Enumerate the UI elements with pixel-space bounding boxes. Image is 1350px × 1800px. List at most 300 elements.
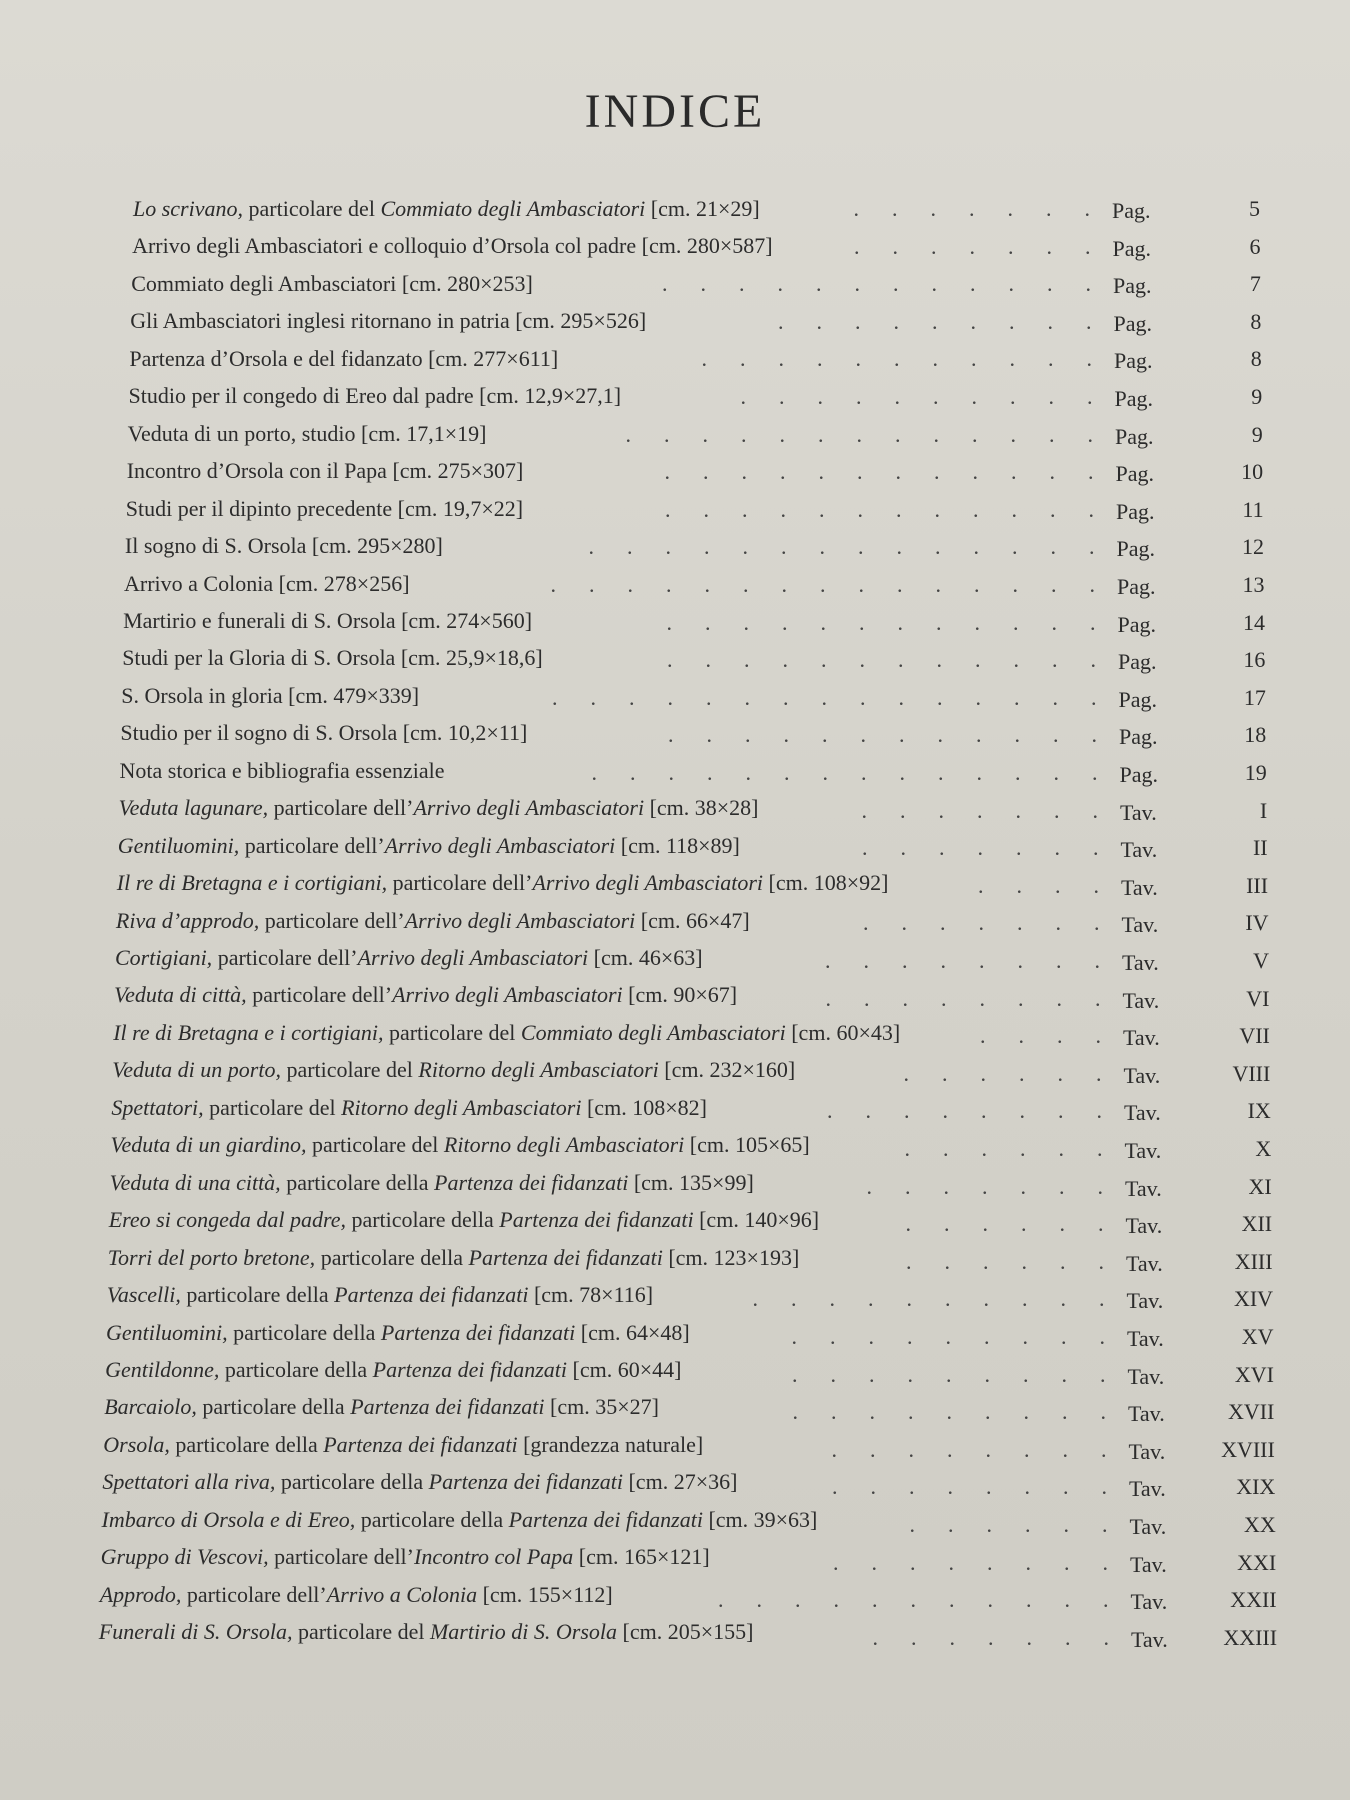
entry-kind: Tav. xyxy=(1126,1288,1164,1314)
entry-title-text: particolare dell’ xyxy=(212,945,358,970)
entry-number: VI xyxy=(1246,985,1270,1011)
entry-title-italic: Partenza dei fidanzati xyxy=(380,1319,576,1345)
leader-dots: . . . . . . . xyxy=(862,835,1099,861)
index-entry xyxy=(0,982,1350,1018)
entry-title-italic: Approdo, xyxy=(99,1581,182,1607)
entry-number: XXIII xyxy=(1223,1624,1278,1650)
entry-title xyxy=(99,1619,754,1645)
index-entry xyxy=(0,346,1350,378)
entry-title-text: particolare del xyxy=(203,1094,342,1120)
entry-title-italic: Commiato degli Ambasciatori xyxy=(380,196,646,221)
leader-dots: . . . . . . . xyxy=(863,910,1100,936)
entry-title-text: Studio per il sogno di S. Orsola [cm. 10,2×11] xyxy=(120,720,528,746)
entry-title-text: [cm. 155×112] xyxy=(477,1581,613,1607)
entry-kind: Tav. xyxy=(1123,1025,1160,1051)
leader-dots: . . . . . . . . . xyxy=(792,1361,1106,1387)
entry-number: 18 xyxy=(1244,722,1267,748)
leader-dots: . . . . . . . . xyxy=(833,1549,1108,1575)
entry-title-text: Partenza d’Orsola e del fidanzato [cm. 277×611] xyxy=(129,345,559,371)
entry-title-text: particolare dell’ xyxy=(268,795,414,821)
entry-kind: Pag. xyxy=(1116,536,1155,562)
entry-kind: Tav. xyxy=(1124,1138,1162,1163)
entry-title xyxy=(107,1282,653,1308)
entry-title xyxy=(133,196,760,222)
index-entry xyxy=(0,1169,1350,1206)
entry-number: VIII xyxy=(1232,1060,1271,1086)
index-entry xyxy=(0,1319,1350,1356)
entry-title-text: [cm. 39×63] xyxy=(702,1506,818,1532)
entry-kind: Tav. xyxy=(1123,1062,1161,1088)
leader-dots: . . . . . . . . . . . . . . . xyxy=(552,684,1097,710)
entry-kind: Tav. xyxy=(1130,1551,1167,1577)
entry-title-italic: Incontro col Papa xyxy=(414,1544,574,1570)
index-entry xyxy=(0,1544,1350,1582)
entry-title-text: Studio per il congedo di Ereo dal padre [cm. 12,9×27,1] xyxy=(128,383,622,409)
entry-number: IX xyxy=(1247,1098,1271,1124)
entry-title xyxy=(103,1432,703,1458)
entry-title-italic: Barcaiolo, xyxy=(104,1394,197,1420)
entry-title-italic: Imbarco di Orsola e di Ereo, xyxy=(101,1506,356,1532)
entry-title-italic: Arrivo degli Ambasciatori xyxy=(404,907,636,933)
index-entry xyxy=(0,1244,1350,1281)
entry-title xyxy=(105,1357,681,1383)
leader-dots: . . . . . . . . . . . . xyxy=(662,271,1091,297)
entry-title xyxy=(120,758,445,784)
entry-number: 12 xyxy=(1242,534,1265,560)
entry-number: XX xyxy=(1243,1512,1276,1537)
leader-dots: . . . . . . xyxy=(904,1136,1103,1161)
leader-dots: . . . . . . . . . . . . . . xyxy=(588,534,1095,560)
entry-title-text: particolare dell’ xyxy=(181,1581,327,1607)
leader-dots: . . . . . . xyxy=(909,1512,1108,1537)
entry-number: XV xyxy=(1241,1324,1274,1349)
entry-number: VII xyxy=(1239,1023,1270,1049)
entry-title-text: Nota storica e bibliografia essenziale xyxy=(119,757,445,783)
index-entry xyxy=(0,1207,1350,1243)
entry-kind: Pag. xyxy=(1115,423,1154,449)
entry-kind: Tav. xyxy=(1126,1250,1163,1276)
leader-dots: . . . . . . . . . xyxy=(792,1399,1106,1425)
entry-number: 11 xyxy=(1242,496,1264,522)
entry-title-italic: Veduta di un giardino, xyxy=(110,1132,307,1158)
entry-title xyxy=(110,1170,754,1196)
index-entry xyxy=(0,1019,1350,1055)
entry-title-text: particolare del xyxy=(243,196,381,221)
entry-title-italic: Torri del porto bretone, xyxy=(107,1244,316,1270)
entry-title-text: particolare della xyxy=(355,1506,509,1532)
leader-dots: . . . . . . . . . . . . . xyxy=(625,421,1093,447)
entry-kind: Tav. xyxy=(1127,1363,1165,1389)
entry-title-italic: Veduta di una città, xyxy=(109,1169,281,1195)
entry-number: XVIII xyxy=(1221,1436,1275,1462)
entry-title xyxy=(130,308,646,334)
entry-title-text: particolare della xyxy=(315,1244,469,1270)
entry-title-text: S. Orsola in gloria [cm. 479×339] xyxy=(121,682,420,708)
leader-dots: . . . . xyxy=(980,1023,1101,1049)
index-entry xyxy=(0,1619,1350,1657)
leader-dots: . . . . . . . . . . . . . . . xyxy=(550,572,1095,597)
entry-number: V xyxy=(1253,948,1269,973)
leader-dots: . . . . . . . . xyxy=(827,1098,1102,1124)
entry-kind: Pag. xyxy=(1116,498,1155,524)
entry-title-italic: Partenza dei fidanzati xyxy=(372,1356,567,1382)
entry-title-text: [cm. 21×29] xyxy=(645,196,760,221)
index-entry xyxy=(0,682,1350,717)
index-entry xyxy=(0,1057,1350,1093)
entry-title-text: [cm. 60×43] xyxy=(785,1019,901,1045)
entry-kind: Pag. xyxy=(1113,310,1152,336)
entry-title xyxy=(116,908,750,934)
entry-title-italic: Ritorno degli Ambasciatori xyxy=(418,1057,659,1083)
entry-kind: Tav. xyxy=(1122,987,1160,1013)
entry-title xyxy=(117,870,889,896)
entry-number: III xyxy=(1246,872,1269,898)
entry-title-italic: Arrivo degli Ambasciatori xyxy=(532,870,764,896)
entry-kind: Tav. xyxy=(1120,837,1158,863)
entry-title-text: Arrivo a Colonia [cm. 278×256] xyxy=(124,570,410,596)
entry-title xyxy=(129,383,622,409)
entry-title-italic: Veduta di città, xyxy=(114,982,247,1008)
entry-title xyxy=(115,945,703,971)
entry-title-text: [cm. 140×96] xyxy=(693,1207,820,1233)
index-entry xyxy=(0,1469,1350,1506)
leader-dots: . . . . . . xyxy=(903,1060,1102,1086)
entry-title-text: Il sogno di S. Orsola [cm. 295×280] xyxy=(124,533,443,559)
index-entry xyxy=(0,832,1350,867)
entry-title-text: particolare dell’ xyxy=(239,832,385,858)
entry-title xyxy=(129,346,558,372)
entry-title-italic: Arrivo degli Ambasciatori xyxy=(413,795,645,821)
entry-number: 19 xyxy=(1244,760,1267,785)
entry-number: 5 xyxy=(1249,196,1260,221)
index-entry xyxy=(0,1282,1350,1318)
index-entry xyxy=(0,757,1350,792)
entry-title-text: particolare della xyxy=(219,1356,373,1382)
entry-number: XXI xyxy=(1237,1549,1277,1575)
index-entry xyxy=(0,196,1350,228)
entry-title-text: particolare della xyxy=(180,1282,335,1308)
entry-title-text: [cm. 205×155] xyxy=(617,1619,754,1645)
entry-title xyxy=(126,496,523,522)
entry-number: 10 xyxy=(1241,459,1264,485)
entry-kind: Pag. xyxy=(1113,273,1152,299)
index-entry xyxy=(0,722,1350,754)
entry-kind: Tav. xyxy=(1125,1175,1162,1201)
entry-title-italic: Partenza dei fidanzati xyxy=(334,1282,529,1308)
entry-title-italic: Partenza dei fidanzati xyxy=(468,1244,663,1270)
entry-kind: Pag. xyxy=(1118,649,1157,675)
entry-title-italic: Martirio di S. Orsola xyxy=(429,1619,617,1645)
entry-title-text: [cm. 90×67] xyxy=(622,982,738,1008)
entry-number: 17 xyxy=(1243,684,1266,710)
entry-title-italic: Ritorno degli Ambasciatori xyxy=(443,1132,685,1158)
entry-title-text: [cm. 78×116] xyxy=(528,1282,654,1308)
entry-title-text: [cm. 118×89] xyxy=(615,832,740,858)
index-entry xyxy=(0,534,1350,566)
entry-title-italic: Partenza dei fidanzati xyxy=(434,1169,629,1195)
entry-title xyxy=(128,421,487,447)
index-entry xyxy=(0,384,1350,416)
entry-kind: Pag. xyxy=(1117,611,1156,637)
entry-number: 7 xyxy=(1249,271,1261,297)
entry-kind: Tav. xyxy=(1122,950,1159,975)
entry-title-text: [cm. 46×63] xyxy=(588,945,703,970)
leader-dots: . . . . . . . . . . . . xyxy=(665,496,1094,522)
leader-dots: . . . . . . . . . . . . xyxy=(666,609,1096,635)
entry-kind: Tav. xyxy=(1121,912,1159,938)
index-entry xyxy=(0,795,1350,830)
index-entry xyxy=(0,1394,1350,1431)
entry-kind: Tav. xyxy=(1121,874,1158,900)
entry-number: 16 xyxy=(1243,647,1266,673)
entry-kind: Pag. xyxy=(1115,461,1154,487)
entry-title-italic: Partenza dei fidanzati xyxy=(508,1506,703,1532)
leader-dots: . . . . . . xyxy=(905,1211,1104,1237)
entry-title xyxy=(118,833,740,859)
entry-title-italic: Il re di Bretagna e i cortigiani, xyxy=(113,1019,384,1045)
entry-title-italic: Gentiluomini, xyxy=(106,1319,228,1345)
entry-title-text: [cm. 66×47] xyxy=(635,907,750,933)
entry-title-italic: Il re di Bretagna e i cortigiani, xyxy=(116,870,388,896)
index-entry xyxy=(0,271,1350,303)
entry-title-text: particolare dell’ xyxy=(387,870,533,896)
entry-title-italic: Cortigiani, xyxy=(115,945,213,970)
entry-kind: Tav. xyxy=(1130,1589,1168,1615)
entry-title-text: [grandezza naturale] xyxy=(517,1431,704,1457)
leader-dots: . . . . . . xyxy=(906,1248,1104,1274)
entry-title-text: Martirio e funerali di S. Orsola [cm. 274×560] xyxy=(123,607,533,633)
entry-title-text: [cm. 105×65] xyxy=(684,1132,810,1158)
entry-title xyxy=(102,1507,818,1533)
entry-kind: Pag. xyxy=(1114,348,1153,374)
entry-title-text: particolare del xyxy=(292,1619,430,1645)
entry-title-italic: Funerali di S. Orsola, xyxy=(98,1619,293,1645)
leader-dots: . . . . . . . . . xyxy=(791,1324,1105,1349)
entry-title-text: particolare della xyxy=(196,1394,351,1420)
entry-title-text: Arrivo degli Ambasciatori e colloquio d’Orsola col padre [cm. 280×587] xyxy=(132,233,773,259)
entry-title-text: [cm. 165×121] xyxy=(573,1544,710,1570)
entry-title-italic: Arrivo degli Ambasciatori xyxy=(384,832,616,858)
entry-title-text: [cm. 123×193] xyxy=(662,1244,800,1270)
entry-title-italic: Commiato degli Ambasciatori xyxy=(520,1019,786,1045)
entry-title-text: [cm. 27×36] xyxy=(622,1469,738,1495)
entry-title xyxy=(131,271,533,297)
entry-title-text: particolare della xyxy=(275,1469,429,1495)
entry-title-text: [cm. 232×160] xyxy=(658,1057,796,1083)
entry-title xyxy=(101,1544,710,1570)
entry-kind: Tav. xyxy=(1125,1213,1163,1239)
leader-dots: . . . . . . . . . . . . xyxy=(667,647,1096,673)
entry-kind: Tav. xyxy=(1129,1514,1167,1539)
entry-kind: Tav. xyxy=(1128,1401,1165,1427)
entry-title-italic: Veduta lagunare, xyxy=(118,795,269,821)
entry-title-italic: Ritorno degli Ambasciatori xyxy=(341,1094,582,1120)
entry-title-italic: Partenza dei fidanzati xyxy=(499,1207,694,1233)
entry-number: 13 xyxy=(1242,572,1265,597)
entry-title xyxy=(111,1095,707,1121)
entry-number: XIV xyxy=(1233,1286,1274,1312)
entry-number: X xyxy=(1255,1136,1272,1161)
entry-number: XII xyxy=(1241,1211,1273,1237)
entry-title-italic: Spettatori, xyxy=(111,1094,204,1120)
entry-title-text: particolare dell’ xyxy=(246,982,393,1008)
entry-title xyxy=(108,1245,799,1271)
entry-title-italic: Arrivo degli Ambasciatori xyxy=(392,982,623,1008)
entry-title-italic: Vascelli, xyxy=(106,1282,181,1308)
leader-dots: . . . . . . . . . . xyxy=(752,1286,1105,1312)
index-entry xyxy=(0,870,1350,905)
entry-title xyxy=(102,1469,737,1495)
entry-title-text: [cm. 135×99] xyxy=(628,1169,754,1195)
page-title: INDICE xyxy=(584,85,766,138)
entry-title-italic: Gentiluomini, xyxy=(117,832,240,858)
entry-kind: Tav. xyxy=(1127,1326,1164,1351)
index-entry xyxy=(0,1581,1350,1619)
entry-title-italic: Veduta di un porto, xyxy=(112,1057,281,1083)
entry-title-text: particolare della xyxy=(169,1431,324,1457)
entry-title-text: [cm. 38×28] xyxy=(644,795,759,821)
entry-title xyxy=(123,608,532,634)
entry-title-text: Commiato degli Ambasciatori [cm. 280×253] xyxy=(131,270,533,296)
entry-title-italic: Ereo si congeda dal padre, xyxy=(108,1207,346,1233)
entry-title-italic: Riva d’approdo, xyxy=(115,907,260,933)
entry-title-italic: Partenza dei fidanzati xyxy=(428,1469,623,1495)
entry-title xyxy=(121,683,419,709)
entry-number: 6 xyxy=(1249,233,1261,259)
leader-dots: . . . . . . . . . xyxy=(778,308,1092,334)
index-entry xyxy=(0,647,1350,679)
entry-number: 9 xyxy=(1251,421,1263,447)
leader-dots: . . . . . . . xyxy=(872,1624,1109,1650)
entry-title-italic: Partenza dei fidanzati xyxy=(350,1394,545,1420)
entry-number: XXII xyxy=(1230,1587,1277,1613)
leader-dots: . . . . . . . . . . . xyxy=(701,346,1092,372)
entry-title xyxy=(119,795,759,821)
entry-title-italic: Partenza dei fidanzati xyxy=(323,1431,518,1457)
entry-title-italic: Arrivo degli Ambasciatori xyxy=(357,945,589,970)
entry-title-italic: Spettatori alla riva, xyxy=(102,1469,276,1495)
entry-title-text: particolare della xyxy=(280,1169,434,1195)
leader-dots: . . . . . . . . xyxy=(825,985,1101,1011)
leader-dots: . . . . . . . xyxy=(854,233,1091,259)
leader-dots: . . . . . . . . xyxy=(831,1436,1107,1462)
index-entry xyxy=(0,1132,1350,1168)
entry-number: XVII xyxy=(1227,1399,1275,1425)
index-entry xyxy=(0,309,1350,341)
entry-title xyxy=(106,1320,690,1346)
entry-title-text: particolare del xyxy=(306,1132,444,1158)
entry-kind: Tav. xyxy=(1128,1438,1166,1464)
entry-kind: Pag. xyxy=(1112,198,1151,223)
entry-title-text: particolare dell’ xyxy=(268,1544,414,1570)
leader-dots: . . . . . . . . . . . . xyxy=(668,722,1097,748)
entry-title-italic: Gruppo di Vescovi, xyxy=(100,1544,269,1570)
entry-title-text: particolare della xyxy=(227,1319,381,1345)
entry-number: XI xyxy=(1248,1173,1272,1199)
entry-title-text: Gli Ambasciatori inglesi ritornano in patria [cm. 295×526] xyxy=(130,308,647,334)
entry-title xyxy=(104,1394,659,1420)
entry-title-text: Veduta di un porto, studio [cm. 17,1×19] xyxy=(127,420,487,446)
leader-dots: . . . . . . . . . . . xyxy=(718,1587,1109,1613)
index-entry xyxy=(0,459,1350,491)
leader-dots: . . . . . . . . . . . . xyxy=(664,459,1094,485)
entry-number: I xyxy=(1259,797,1268,823)
entry-title-text: particolare dell’ xyxy=(259,907,405,933)
entry-title-italic: Gentildonne, xyxy=(105,1356,220,1382)
index-entry xyxy=(0,1356,1350,1394)
entry-number: 8 xyxy=(1250,346,1262,372)
entry-number: 9 xyxy=(1251,384,1263,409)
entry-title-text: particolare della xyxy=(345,1207,500,1233)
entry-title xyxy=(111,1132,810,1158)
leader-dots: . . . . . . . . xyxy=(832,1474,1107,1500)
index-entry xyxy=(0,1094,1350,1130)
entry-title-text: [cm. 35×27] xyxy=(544,1394,659,1420)
leader-dots: . . . . . . . xyxy=(866,1173,1103,1199)
entry-title xyxy=(122,645,543,671)
index-entry xyxy=(0,1506,1350,1544)
entry-title-text: particolare del xyxy=(280,1057,419,1083)
entry-title xyxy=(109,1207,819,1233)
entry-title xyxy=(124,571,410,597)
entry-number: IV xyxy=(1245,910,1269,936)
entry-title-text: [cm. 60×44] xyxy=(567,1356,682,1382)
entry-title xyxy=(127,458,524,484)
leader-dots: . . . . . . . . . . xyxy=(740,384,1093,409)
entry-kind: Tav. xyxy=(1129,1476,1166,1502)
entry-title-text: [cm. 108×82] xyxy=(581,1094,707,1120)
entry-title xyxy=(125,533,443,559)
entry-kind: Tav. xyxy=(1131,1626,1168,1652)
entry-title xyxy=(132,233,772,259)
index-entry xyxy=(0,907,1350,942)
entry-title-text: Studi per il dipinto precedente [cm. 19,7×22] xyxy=(125,495,524,521)
entry-kind: Tav. xyxy=(1120,799,1157,825)
entry-title-italic: Arrivo a Colonia xyxy=(326,1581,478,1607)
entry-title-text: [cm. 108×92] xyxy=(763,870,889,896)
index-entry xyxy=(0,607,1350,642)
entry-kind: Pag. xyxy=(1118,686,1157,712)
entry-number: II xyxy=(1252,835,1268,861)
index-entry xyxy=(0,572,1350,604)
entry-title-text: [cm. 64×48] xyxy=(575,1319,690,1345)
leader-dots: . . . . . . . . xyxy=(825,948,1100,973)
index-entry xyxy=(0,945,1350,980)
leader-dots: . . . . . . . . . . . . . . xyxy=(591,760,1098,785)
entry-title xyxy=(120,720,527,746)
leader-dots: . . . . . . . xyxy=(861,797,1098,823)
entry-title xyxy=(100,1582,613,1608)
entry-kind: Tav. xyxy=(1124,1100,1161,1126)
entry-number: XIX xyxy=(1236,1474,1276,1500)
index-entry xyxy=(0,497,1350,529)
entry-title-text: Incontro d’Orsola con il Papa [cm. 275×307] xyxy=(126,458,524,484)
entry-kind: Pag. xyxy=(1119,724,1158,750)
entry-kind: Pag. xyxy=(1112,235,1151,261)
entry-number: 8 xyxy=(1250,308,1262,334)
index-entry xyxy=(0,422,1350,454)
entry-title-text: Studi per la Gloria di S. Orsola [cm. 25,9×18,6] xyxy=(122,645,543,671)
entry-number: XIII xyxy=(1234,1248,1273,1274)
entry-title xyxy=(113,1020,900,1046)
index-entry xyxy=(0,234,1350,266)
leader-dots: . . . . . . . xyxy=(853,196,1090,221)
entry-title-text: particolare del xyxy=(383,1019,521,1045)
entry-number: XVI xyxy=(1234,1361,1274,1387)
entry-title xyxy=(114,982,737,1008)
entry-kind: Pag. xyxy=(1119,762,1158,787)
entry-title xyxy=(112,1057,795,1083)
